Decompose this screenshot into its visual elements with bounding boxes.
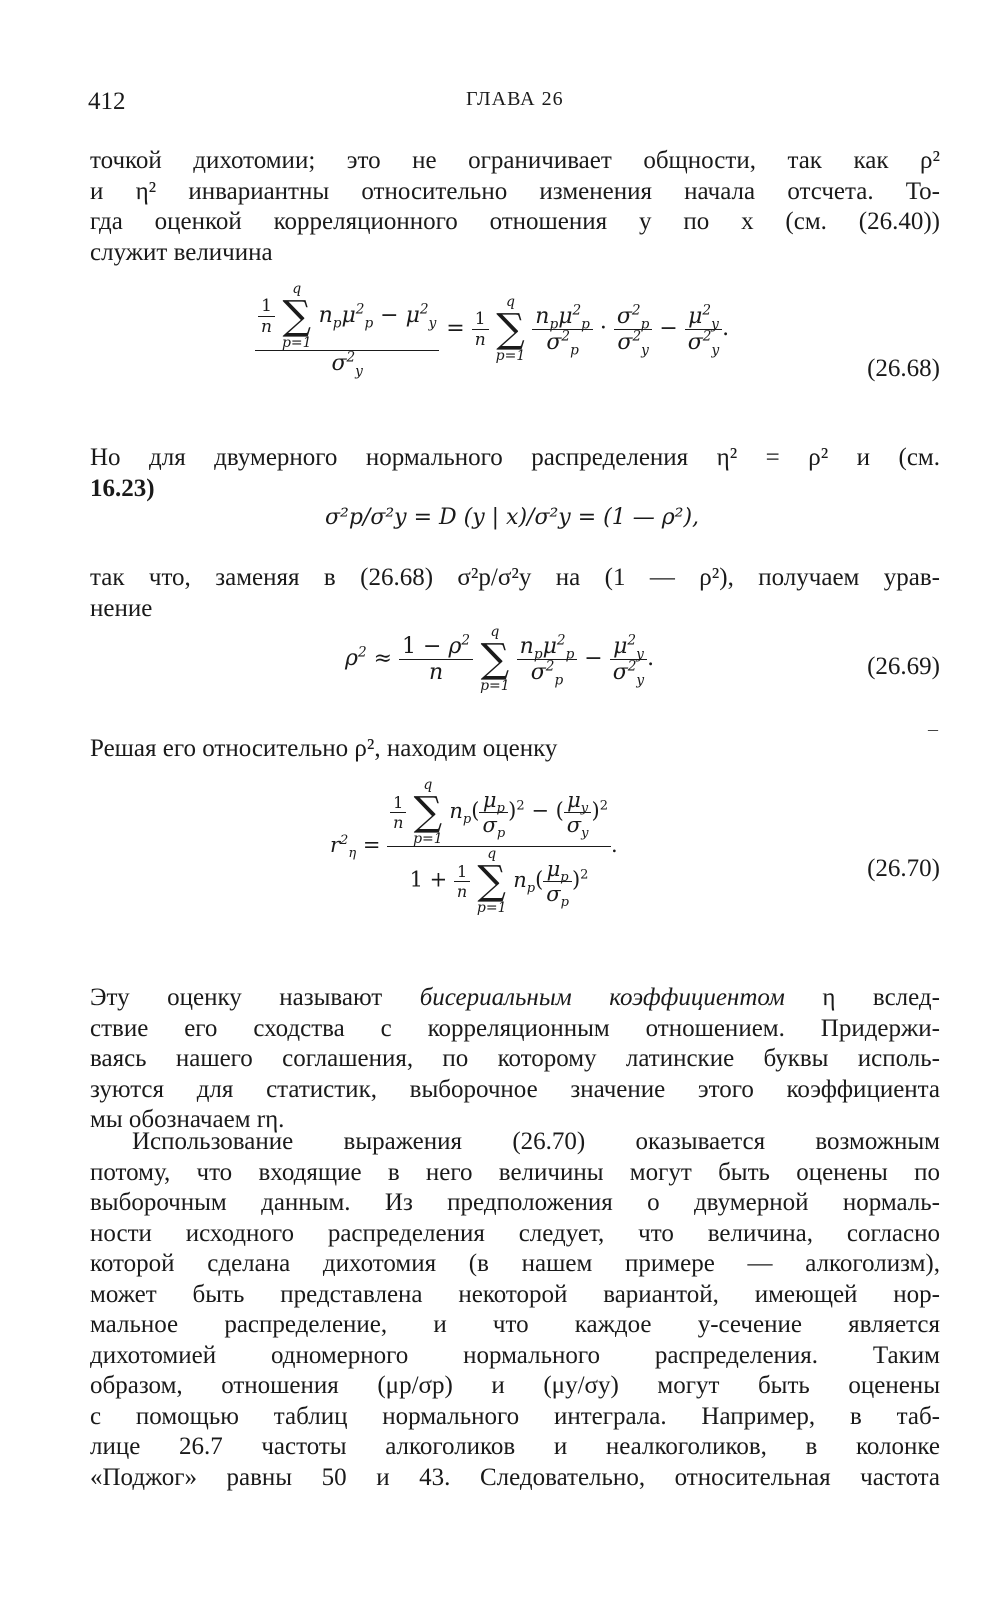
text-line: выборочным данным. Из предположения о двумерной нормаль- (90, 1189, 940, 1216)
text-line: потому, что входящие в него величины могут быть оценены по (90, 1158, 940, 1186)
text-line: зуются для статистик, выборочное значение этого коэффициента (90, 1075, 940, 1103)
paragraph-4 (90, 734, 940, 765)
equation-26-70: $r^2_\eta$ = $\frac{1}{n}$ q ∑ p=1 $n_p$( $\frac{\mu_p}{\sigma_p}$ )$^2$ − ( $\frac{\mu_y}{\sigma_y}$ )$^2$ 1 + $\frac{1}{n}$ q ∑ p=1 $n_p$( $\frac{\mu_p}{\sigma_p}$ )$^2$ . (330, 777, 618, 916)
text-line: Решая его относительно ρ², находим оценку (90, 735, 558, 762)
text-line: мы обозначаем rη. (90, 1106, 285, 1133)
text-line: 16.23) (90, 474, 155, 502)
paragraph-6 (90, 1127, 940, 1493)
text-run: Эту оценку называют (90, 984, 420, 1011)
text-run: η вслед- (784, 984, 940, 1011)
equation-variance-ratio: σ²p/σ²y = D (y | x)/σ²y = (1 — ρ²), (325, 505, 700, 530)
paragraph-5 (90, 983, 940, 1136)
text-line: ствие его сходства с корреляционным отношением. Придержи- (90, 1014, 940, 1042)
text-line: лице 26.7 частоты алкоголиков и неалкоголиков, в колонке (90, 1433, 940, 1460)
equation-number: (26.69) (867, 653, 940, 680)
margin-mark: – (928, 718, 938, 740)
paragraph-2 (90, 443, 940, 504)
equation-26-68: $\frac{1}{n}$ q ∑ p=1 $n_p\mu^2_p - \mu^2_y$ $\sigma^2_y$ = $\frac{1}{n}$ q ∑ p=1 $\frac{n_p\mu^2_p}{\sigma^2_p}$ · $\frac{\sigma^2_p}{\sigma^2_y}$ − $\frac{\mu^2_y}{\sigma^2_y}$ . (255, 282, 729, 376)
text-line: Но для двумерного нормального распределения η² = ρ² и (см. (90, 444, 940, 471)
text-line (90, 983, 940, 1014)
equation-26-69: $\rho^2$ ≈ $\frac{1 - \rho^2}{n}$ q ∑ p=1 $\frac{n_p\mu^2_p}{\sigma^2_p}$ − $\frac{\mu^2_y}{\sigma^2_y}$ . (345, 624, 655, 694)
page-number: 412 (88, 88, 126, 115)
text-line: служит величина (90, 238, 273, 266)
text-line: Использование выражения (26.70) оказывается возможным (132, 1128, 940, 1155)
equation-number: (26.70) (867, 855, 940, 882)
text-line: которой сделана дихотомия (в нашем примере — алкоголизм), (90, 1250, 940, 1277)
text-line: и η² инвариантны относительно изменения начала отсчета. То- (90, 177, 940, 205)
paragraph-3 (90, 563, 940, 624)
text-line: гда оценкой корреляционного отношения y по x (см. (26.40)) (90, 208, 940, 235)
text-line: так что, заменяя в (26.68) σ²p/σ²y на (1 — ρ²), получаем урав- (90, 564, 940, 591)
text-line: точкой дихотомии; это не ограничивает общности, так как ρ² (90, 147, 940, 174)
text-line: нение (90, 594, 153, 622)
text-line: ваясь нашего соглашения, по которому латинские буквы исполь- (90, 1045, 940, 1072)
text-line: «Поджог» равны 50 и 43. Следовательно, относительная частота (90, 1463, 940, 1491)
running-header (88, 88, 940, 118)
text-line: образом, отношения (μp/σp) и (μy/σy) могут быть оценены (90, 1372, 940, 1399)
chapter-title: ГЛАВА 26 (466, 88, 564, 110)
text-line: ности исходного распределения следует, что величина, согласно (90, 1219, 940, 1247)
equation-number: (26.68) (867, 355, 940, 382)
text-line: дихотомией одномерного нормального распределения. Таким (90, 1341, 940, 1369)
text-line: может быть представлена некоторой вариантой, имеющей нор- (90, 1280, 940, 1308)
text-line: мальное распределение, и что каждое y-сечение является (90, 1311, 940, 1338)
paragraph-1 (90, 146, 940, 268)
text-line: с помощью таблиц нормального интеграла. Например, в таб- (90, 1402, 940, 1430)
term-biserial-coefficient: бисериальным коэффициентом (419, 984, 785, 1011)
